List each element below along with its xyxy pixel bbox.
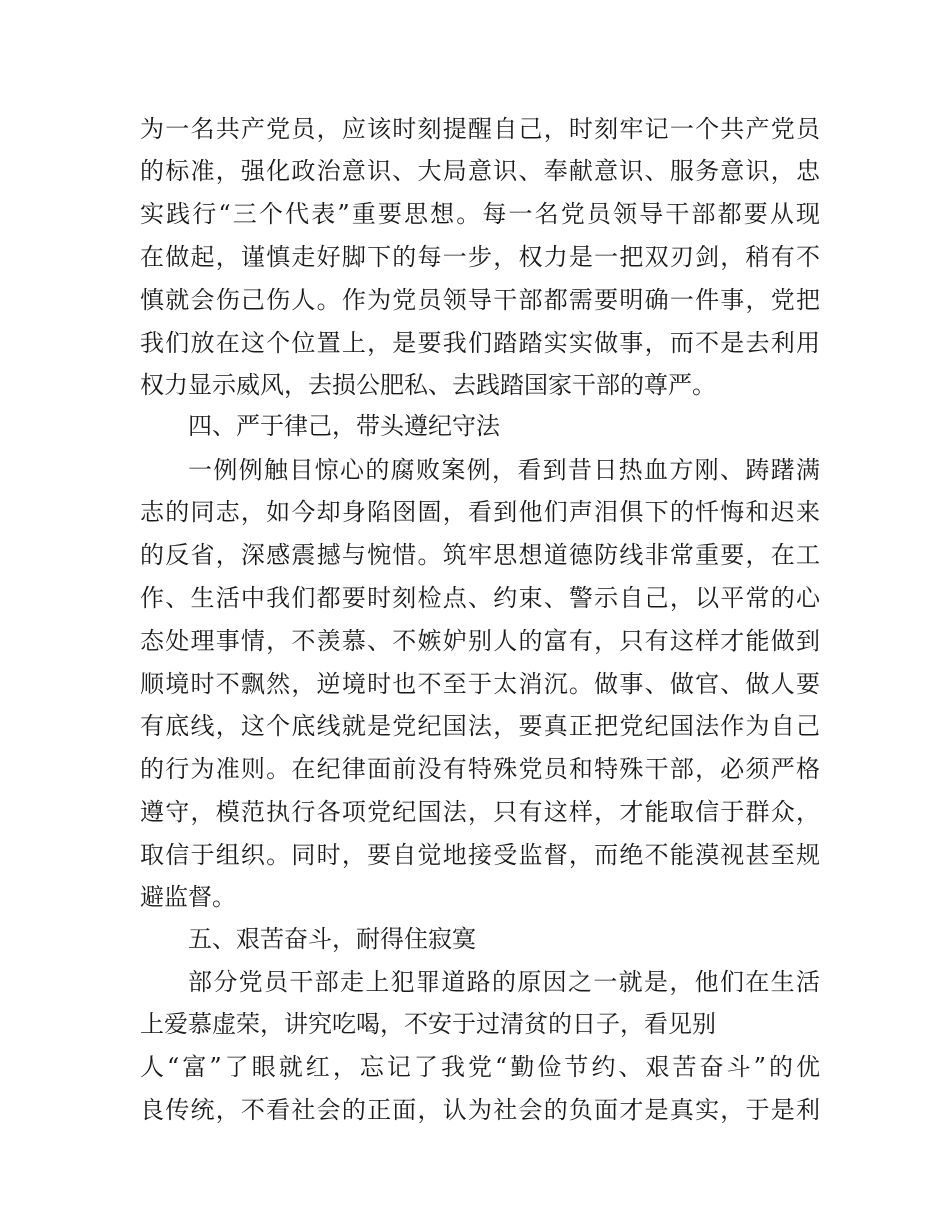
paragraph-line: 的行为准则。在纪律面前没有特殊党员和特殊干部，必须严格 — [140, 755, 820, 783]
paragraph-line: 的反省，深感震撼与惋惜。筑牢思想道德防线非常重要，在工 — [140, 541, 820, 569]
paragraph-line: 作、生活中我们都要时刻检点、约束、警示自己，以平常的心 — [140, 584, 820, 612]
paragraph-line: 部分党员干部走上犯罪道路的原因之一就是，他们在生活 — [188, 968, 820, 996]
paragraph-line: 良传统，不看社会的正面，认为社会的负面才是真实，于是利 — [140, 1096, 820, 1124]
paragraph-line: 慎就会伤己伤人。作为党员领导干部都需要明确一件事，党把 — [140, 286, 820, 314]
paragraph-line: 取信于组织。同时，要自觉地接受监督，而绝不能漠视甚至规 — [140, 841, 820, 869]
paragraph-line: 志的同志，如今却身陷囹圄，看到他们声泪俱下的忏悔和迟来 — [140, 498, 820, 526]
paragraph-line: 上爱慕虚荣，讲究吃喝，不安于过清贫的日子，看见别 — [140, 1010, 716, 1038]
paragraph-line: 遵守，模范执行各项党纪国法，只有这样，才能取信于群众， — [140, 798, 820, 826]
section-heading: 四、严于律己，带头遵纪守法 — [188, 412, 500, 440]
section-heading: 五、艰苦奋斗，耐得住寂寞 — [188, 925, 476, 953]
paragraph-line: 态处理事情，不羡慕、不嫉妒别人的富有，只有这样才能做到 — [140, 627, 820, 655]
paragraph-line: 人“富”了眼就红，忘记了我党“勤俭节约、艰苦奋斗”的优 — [140, 1053, 820, 1081]
paragraph-line: 实践行“三个代表”重要思想。每一名党员领导干部都要从现 — [140, 200, 820, 228]
paragraph-line: 我们放在这个位置上，是要我们踏踏实实做事，而不是去利用 — [140, 329, 820, 357]
paragraph-line: 顺境时不飘然，逆境时也不至于太消沉。做事、做官、做人要 — [140, 670, 820, 698]
paragraph-line: 一例例触目惊心的腐败案例，看到昔日热血方刚、踌躇满 — [188, 456, 820, 484]
paragraph-line: 有底线，这个底线就是党纪国法，要真正把党纪国法作为自己 — [140, 712, 820, 740]
paragraph-line: 的标准，强化政治意识、大局意识、奉献意识、服务意识，忠 — [140, 157, 820, 185]
paragraph-line: 为一名共产党员，应该时刻提醒自己，时刻牢记一个共产党员 — [140, 115, 820, 143]
paragraph-line: 避监督。 — [140, 883, 236, 911]
paragraph-line: 在做起，谨慎走好脚下的每一步，权力是一把双刃剑，稍有不 — [140, 243, 820, 271]
paragraph-line: 权力显示威风，去损公肥私、去践踏国家干部的尊严。 — [140, 371, 716, 399]
